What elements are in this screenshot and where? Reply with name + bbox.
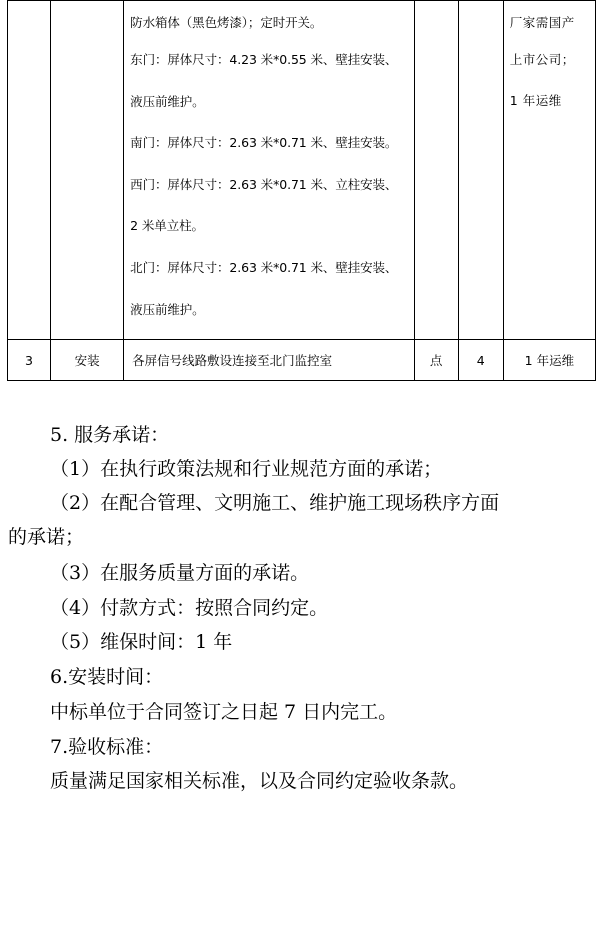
description-line: 液压前维护。 bbox=[130, 301, 205, 317]
acceptance-heading: 7.验收标准： bbox=[50, 736, 164, 758]
category-cell: 安装 bbox=[51, 340, 124, 381]
install-text: 中标单位于合同签订之日起 7 日内完工。 bbox=[50, 701, 398, 723]
note-cell bbox=[503, 1, 595, 340]
commitment-item: （2）在配合管理、文明施工、维护施工现场秩序方面 bbox=[50, 492, 500, 514]
note-line: 上市公司； bbox=[509, 52, 575, 67]
quantity-cell: 4 bbox=[458, 340, 503, 381]
description-line: 2 米单立柱。 bbox=[130, 218, 204, 234]
table-row bbox=[8, 340, 596, 381]
description-line: 北门：屏体尺寸：2.63 米*0.71 米、壁挂安装、 bbox=[130, 259, 398, 275]
description-cell bbox=[124, 1, 414, 340]
note-cell: 1 年运维 bbox=[503, 340, 595, 381]
commitment-item: （5）维保时间：1 年 bbox=[50, 631, 233, 653]
acceptance-text: 质量满足国家相关标准，以及合同约定验收条款。 bbox=[50, 770, 469, 792]
description-line: 西门：屏体尺寸：2.63 米*0.71 米、立柱安装、 bbox=[130, 176, 398, 192]
description-line: 液压前维护。 bbox=[130, 93, 205, 109]
commitment-item: （3）在服务质量方面的承诺。 bbox=[50, 562, 310, 584]
install-heading: 6.安装时间： bbox=[50, 666, 164, 688]
quantity-cell bbox=[458, 1, 503, 340]
service-heading: 5. 服务承诺： bbox=[50, 424, 170, 446]
description-cell: 各屏信号线路敷设连接至北门监控室 bbox=[124, 340, 414, 381]
unit-cell: 点 bbox=[414, 340, 458, 381]
index-cell: 3 bbox=[8, 340, 51, 381]
category-cell bbox=[51, 1, 124, 340]
spec-table bbox=[7, 0, 596, 381]
description-line: 防水箱体（黑色烤漆）；定时开关。 bbox=[130, 15, 323, 30]
commitment-item-continuation: 的承诺； bbox=[8, 526, 85, 548]
description-line: 南门：屏体尺寸：2.63 米*0.71 米、壁挂安装。 bbox=[130, 135, 398, 151]
note-line: 厂家需国产 bbox=[509, 15, 575, 30]
commitment-item: （4）付款方式：按照合同约定。 bbox=[50, 597, 329, 619]
note-line: 1 年运维 bbox=[509, 93, 562, 108]
index-cell bbox=[8, 1, 51, 340]
commitment-item: （1）在执行政策法规和行业规范方面的承诺； bbox=[50, 458, 443, 480]
table-row bbox=[8, 1, 596, 340]
description-line: 东门：屏体尺寸：4.23 米*0.55 米、壁挂安装、 bbox=[130, 52, 398, 67]
unit-cell bbox=[414, 1, 458, 340]
